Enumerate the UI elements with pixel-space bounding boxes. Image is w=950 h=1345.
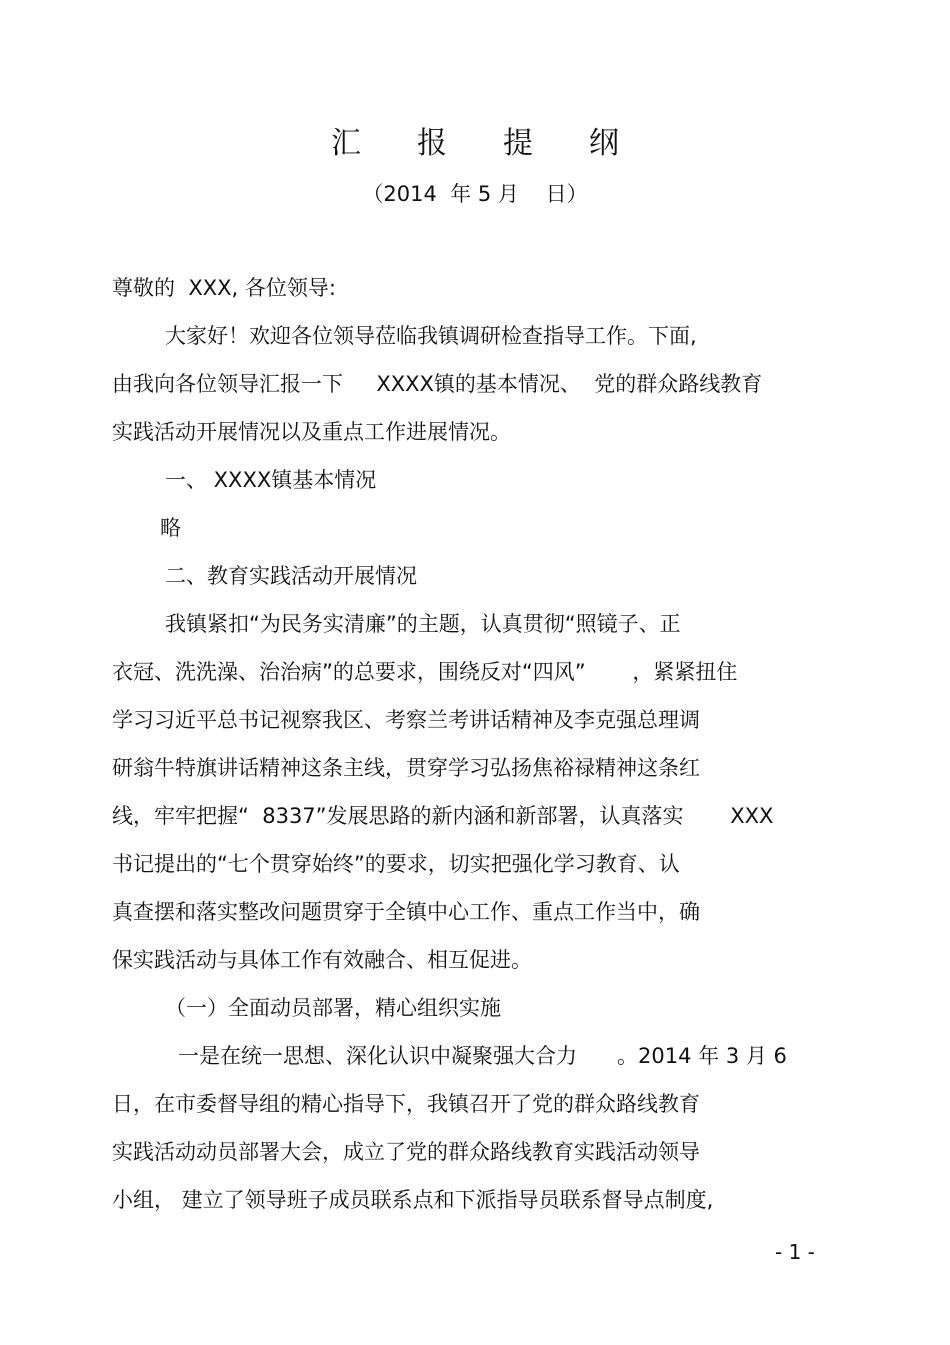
paragraph-line: 实践活动动员部署大会，成立了党的群众路线教育实践活动领导 xyxy=(112,1140,700,1164)
section-heading: 一、 XXXX镇基本情况 xyxy=(165,468,377,492)
paragraph-line: 实践活动开展情况以及重点工作进展情况。 xyxy=(112,420,511,444)
paragraph-line: 学习习近平总书记视察我区、考察兰考讲话精神及李克强总理调 xyxy=(112,708,700,732)
paragraph-line: 我镇紧扣“为民务实清廉”的主题，认真贯彻“照镜子、正 xyxy=(165,612,681,636)
subsection-heading: （一）全面动员部署，精心组织实施 xyxy=(165,996,501,1020)
paragraph-line: 线，牢牢把握“ 8337”发展思路的新内涵和新部署，认真落实 XXX xyxy=(112,804,774,828)
document-date: （2014 年 5 月 日） xyxy=(362,182,588,206)
salutation: 尊敬的 XXX, 各位领导: xyxy=(112,276,336,300)
section-heading: 二、教育实践活动开展情况 xyxy=(165,564,417,588)
document-title: 汇报提纲 xyxy=(331,126,675,161)
paragraph-line: 一是在统一思想、深化认识中凝聚强大合力 。2014 年 3 月 6 xyxy=(178,1044,787,1068)
paragraph-line: 研翁牛特旗讲话精神这条主线，贯穿学习弘扬焦裕禄精神这条红 xyxy=(112,756,700,780)
paragraph-line: 书记提出的“七个贯穿始终”的要求，切实把强化学习教育、认 xyxy=(112,852,680,876)
paragraph-line: 由我向各位领导汇报一下 XXXX镇的基本情况、 党的群众路线教育 xyxy=(112,372,763,396)
paragraph-line: 衣冠、洗洗澡、治治病”的总要求，围绕反对“四风” ，紧紧扭住 xyxy=(112,660,738,684)
paragraph-line: 小组， 建立了领导班子成员联系点和下派指导员联系督导点制度, xyxy=(112,1188,714,1212)
paragraph-line: 略 xyxy=(160,516,181,540)
paragraph-line: 真查摆和落实整改问题贯穿于全镇中心工作、重点工作当中，确 xyxy=(112,900,700,924)
paragraph-line: 日，在市委督导组的精心指导下，我镇召开了党的群众路线教育 xyxy=(112,1092,700,1116)
paragraph-line: 大家好！欢迎各位领导莅临我镇调研检查指导工作。下面, xyxy=(165,324,697,348)
paragraph-line: 保实践活动与具体工作有效融合、相互促进。 xyxy=(112,948,532,972)
page-number: - 1 - xyxy=(775,1240,815,1264)
